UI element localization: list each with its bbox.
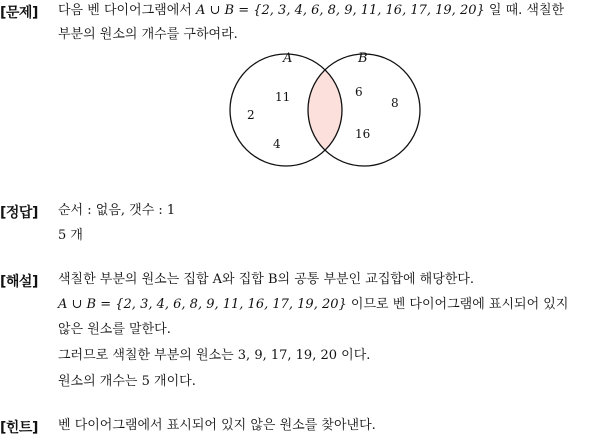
problem-union-expression: A ∪ B = {2, 3, 4, 6, 8, 9, 11, 16, 17, 19, 20} [195,3,485,18]
venn-label-b: B [358,51,368,66]
problem-line-1-suffix: 일 때. 색칠한 [484,3,565,18]
explanation-line-2 [58,296,568,314]
venn-element-a-1: 11 [275,90,291,104]
hint-line-1: 벤 다이어그램에서 표시되어 있지 않은 원소를 찾아낸다. [58,418,376,433]
answer-line-2: 5 개 [58,228,83,243]
venn-label-a: A [283,51,293,66]
answer-tag: [정답] [0,205,38,221]
answer-line-1: 순서 : 없음, 갯수 : 1 [58,203,176,218]
problem-line-1-prefix: 다음 벤 다이어그램에서 [58,3,196,18]
venn-element-a-3: 4 [273,137,281,151]
venn-element-a-2: 2 [247,108,255,122]
explanation-line-4: 그러므로 색칠한 부분의 원소는 3, 9, 17, 19, 20 이다. [58,348,371,363]
venn-element-b-3: 16 [355,127,371,141]
explanation-line-5: 원소의 개수는 5 개이다. [58,374,196,389]
hint-tag: [힌트] [0,420,38,436]
problem-tag: [문제] [0,5,38,21]
venn-element-b-1: 6 [355,85,363,99]
explanation-tag: [해설] [0,274,38,290]
explanation-line-2-suffix: 이므로 벤 다이어그램에 표시되어 있지 [346,297,569,312]
explanation-line-3: 않은 원소를 말한다. [58,322,171,337]
explanation-union-expression: A ∪ B = {2, 3, 4, 6, 8, 9, 11, 16, 17, 19, 20} [58,297,347,312]
problem-line-2: 부분의 원소의 개수를 구하여라. [58,27,238,42]
venn-element-b-2: 8 [391,96,399,110]
explanation-line-1: 색칠한 부분의 원소는 집합 A와 집합 B의 공통 부분인 교집합에 해당한다. [58,272,475,287]
